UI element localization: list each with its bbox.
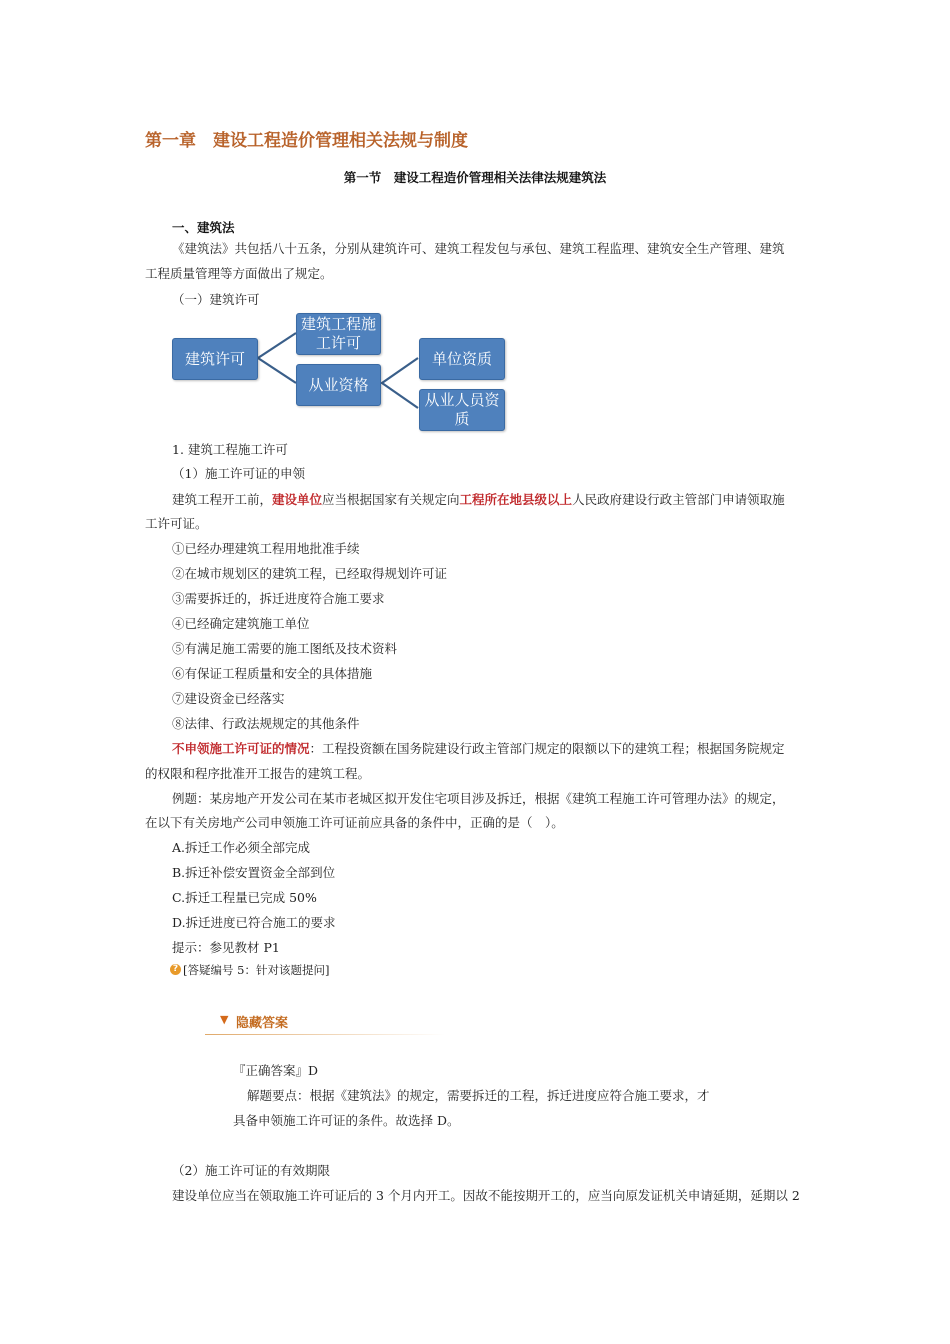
sub-heading-permit: （一）建筑许可: [172, 292, 260, 307]
hide-answer-button[interactable]: 隐藏答案: [236, 1016, 289, 1031]
heading-building-law: 一、建筑法: [172, 220, 235, 235]
correct-answer: 『正确答案』D: [233, 1063, 319, 1078]
diagram-child1-line1: 建筑工程施: [300, 315, 376, 333]
diagram-child1-line2: 工许可: [315, 334, 361, 352]
diagram-root-label: 建筑许可: [184, 349, 245, 368]
analysis-line-2: 具备申领施工许可证的条件。故选择 D。: [233, 1113, 460, 1128]
diagram-leaf1-label: 单位资质: [431, 349, 492, 368]
validity-line: 建设单位应当在领取施工许可证后的 3 个月内开工。因故不能按期开工的，应当向原发证机关申请延期，延期以 2: [172, 1188, 800, 1203]
example-line-2: 在以下有关房地产公司申领施工许可证前应具备的条件中，正确的是（ ）。: [145, 815, 564, 830]
example-option: B.拆迁补偿安置资金全部到位: [172, 865, 336, 880]
diagram-construction-permit-box: [296, 313, 381, 355]
diagram-leaf2-line2: 质: [454, 410, 470, 428]
example-option: D.拆迁进度已符合施工的要求: [172, 915, 336, 930]
diagram-personnel-qualification-box: [419, 389, 505, 431]
para-apply-line-2: 工许可证。: [145, 516, 208, 531]
condition-item: ②在城市规划区的建筑工程，已经取得规划许可证: [172, 566, 448, 581]
question-icon: ?: [170, 964, 181, 975]
example-option: A.拆迁工作必须全部完成: [172, 840, 311, 855]
condition-item: ①已经办理建筑工程用地批准手续: [172, 541, 360, 556]
para-apply-pre: 建筑工程开工前，: [172, 492, 273, 507]
intro-line-2: 工程质量管理等方面做出了规定。: [145, 266, 333, 281]
exempt-red-label: 不申领施工许可证的情况: [172, 741, 310, 756]
condition-item: ⑧法律、行政法规规定的其他条件: [172, 716, 360, 731]
example-hint: 提示：参见教材 P1: [172, 940, 280, 955]
qa-link[interactable]: [答疑编号 5：针对该题提问]: [183, 963, 330, 977]
hide-answer-underline: [205, 1034, 445, 1035]
chapter-title: 第一章 建设工程造价管理相关法规与制度: [145, 131, 468, 151]
diagram-unit-qualification-box: [419, 338, 505, 380]
diagram-root-box: [172, 338, 258, 380]
diagram-leaf2-line1: 从业人员资: [424, 391, 500, 409]
diagram-qualification-box: [296, 364, 381, 406]
condition-item: ④已经确定建筑施工单位: [172, 616, 310, 631]
para-apply-red-1: 建设单位: [272, 492, 323, 507]
para-apply-mid: 应当根据国家有关规定向: [322, 492, 460, 507]
intro-line-1: 《建筑法》共包括八十五条，分别从建筑许可、建筑工程发包与承包、建筑工程监理、建筑安全生产管理、建筑: [172, 241, 785, 256]
item-construction-permit: 1. 建筑工程施工许可: [172, 442, 288, 457]
exempt-line-2: 的权限和程序批准开工报告的建筑工程。: [145, 766, 371, 781]
condition-item: ⑦建设资金已经落实: [172, 691, 285, 706]
para-apply-post: 人民政府建设行政主管部门申请领取施: [572, 492, 785, 507]
para-apply-line-1: [172, 487, 785, 512]
item-permit-validity: （2）施工许可证的有效期限: [172, 1163, 330, 1178]
exempt-line-1: [172, 736, 785, 761]
diagram-child2-label: 从业资格: [308, 375, 369, 394]
analysis-line-1: 解题要点：根据《建筑法》的规定，需要拆迁的工程，拆迁进度应符合施工要求，才: [247, 1088, 710, 1103]
condition-item: ⑤有满足施工需要的施工图纸及技术资料: [172, 641, 398, 656]
para-apply-red-2: 工程所在地县级以上: [459, 492, 573, 507]
arrow-down-icon[interactable]: ▼: [220, 1013, 229, 1026]
condition-item: ③需要拆迁的，拆迁进度符合施工要求: [172, 591, 385, 606]
condition-item: ⑥有保证工程质量和安全的具体措施: [172, 666, 373, 681]
item-permit-application: （1）施工许可证的申领: [172, 466, 305, 481]
section-title: 第一节 建设工程造价管理相关法律法规建筑法: [343, 170, 607, 185]
example-option: C.拆迁工程量已完成 50%: [172, 890, 317, 905]
example-line-1: 例题：某房地产开发公司在某市老城区拟开发住宅项目涉及拆迁，根据《建筑工程施工许可管理办法》的规定，: [172, 791, 785, 806]
exempt-text: ：工程投资额在国务院建设行政主管部门规定的限额以下的建筑工程；根据国务院规定: [309, 741, 785, 756]
